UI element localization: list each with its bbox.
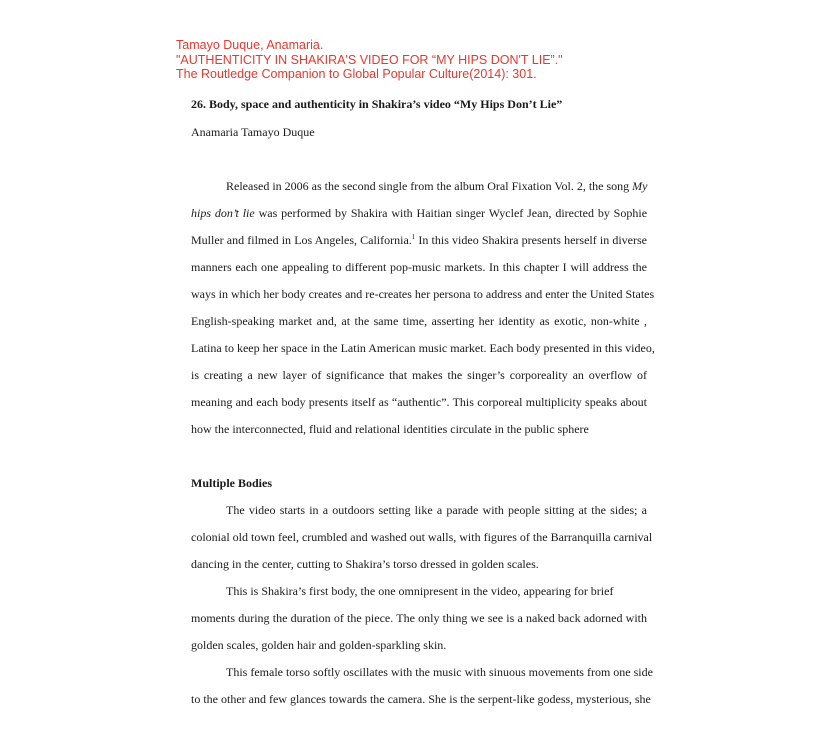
text-line: how the interconnected, fluid and relational identities circulate in the public sphere bbox=[191, 422, 589, 436]
text-line: manners each one appealing to different pop-music markets. In this chapter I will address the bbox=[191, 260, 647, 274]
text-line: ways in which her body creates and re-creates her persona to address and enter the United States bbox=[191, 287, 655, 301]
text-line: The video starts in a outdoors setting like a parade with people sitting at the sides; a bbox=[226, 503, 647, 517]
text-line: Latina to keep her space in the Latin American music market. Each body presented in this video, bbox=[191, 341, 655, 355]
text-line: Muller and filmed in Los Angeles, California.$^1$ In this video Shakira presents herself in diverse bbox=[191, 233, 647, 247]
chapter-author: Anamaria Tamayo Duque bbox=[191, 125, 315, 139]
citation-source: The Routledge Companion to Global Popular Culture(2014): 301. bbox=[176, 67, 537, 81]
text-line: golden scales, golden hair and golden-sparkling skin. bbox=[191, 638, 447, 652]
text-line: is creating a new layer of significance that makes the singer’s corporeality an overflow of bbox=[191, 368, 647, 382]
text-line: moments during the duration of the piece. The only thing we see is a naked back adorned with bbox=[191, 611, 647, 625]
text-line: Released in 2006 as the second single from the album Oral Fixation Vol. 2, the song My bbox=[226, 179, 648, 193]
citation-title: "AUTHENTICITY IN SHAKIRA'S VIDEO FOR “MY HIPS DON'T LIE”." bbox=[176, 52, 563, 67]
text-line: English-speaking market and, at the same time, asserting her identity as exotic, non-white , bbox=[191, 314, 647, 328]
chapter-heading: 26. Body, space and authenticity in Shakira’s video “My Hips Don’t Lie” bbox=[191, 97, 563, 111]
text-line: colonial old town feel, crumbled and washed out walls, with figures of the Barranquilla carnival bbox=[191, 530, 653, 544]
footnote-marker[interactable]: 1 bbox=[411, 233, 416, 241]
text-line: dancing in the center, cutting to Shakira’s torso dressed in golden scales. bbox=[191, 557, 539, 571]
text-line: This is Shakira’s first body, the one omnipresent in the video, appearing for brief bbox=[226, 584, 614, 598]
section-heading: Multiple Bodies bbox=[191, 476, 273, 490]
text-line: meaning and each body presents itself as “authentic”. This corporeal multiplicity speaks about bbox=[191, 395, 647, 409]
text-line: to the other and few glances towards the camera. She is the serpent-like godess, mysterious, she bbox=[191, 692, 651, 706]
citation-author: Tamayo Duque, Anamaria. bbox=[176, 38, 324, 52]
citation-block bbox=[176, 38, 563, 82]
text-line: This female torso softly oscillates with the music with sinuous movements from one side bbox=[226, 665, 653, 679]
text-line: hips don’t lie was performed by Shakira with Haitian singer Wyclef Jean, directed by Sophie bbox=[191, 206, 648, 220]
